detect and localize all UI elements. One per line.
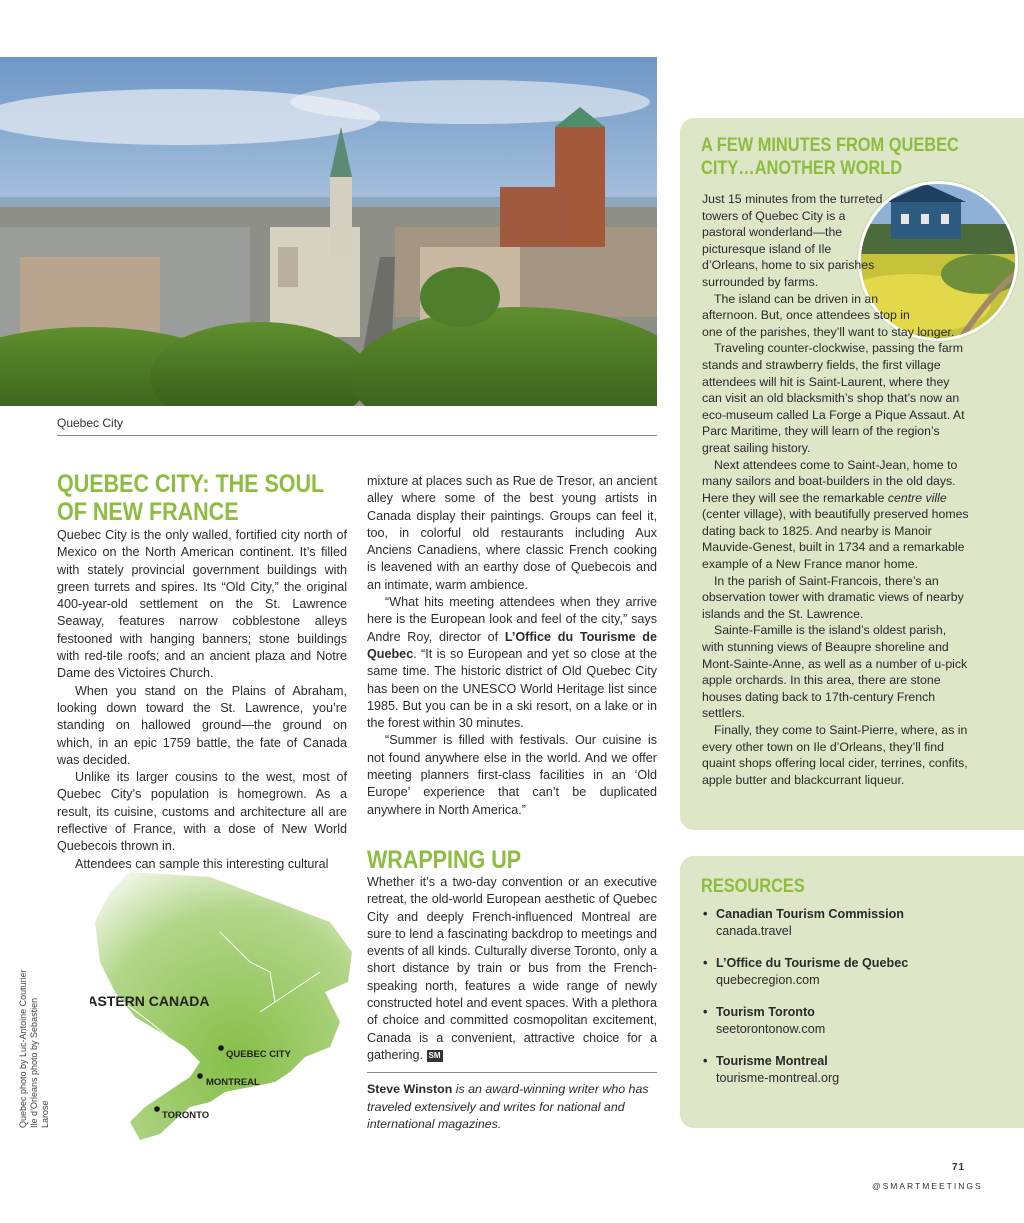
author-bio-text: is an award-winning writer who has traveled extensively and writes for national and international magazines.: [367, 1082, 649, 1131]
resource-link[interactable]: quebecregion.com: [716, 972, 820, 987]
end-mark-icon: SM: [428, 1050, 441, 1060]
eastern-canada-map: [90, 872, 360, 1142]
author-bio: [367, 1072, 657, 1134]
article-title: QUEBEC CITY: THE SOUL OF NEW FRANCE: [57, 470, 324, 526]
article-column-1: [57, 527, 347, 873]
resource-name: • L’Office du Tourisme de Quebec: [716, 956, 909, 970]
resource-name: • Tourism Toronto: [716, 1005, 815, 1019]
sidebar-paragraph: In the parish of Saint-Francois, there’s an observation tower with dramatic views of nearby islands and the St. Lawrence.: [702, 573, 964, 621]
photo-credit: Ile d’Orleans photo by Sebastien Larose: [29, 997, 50, 1128]
sidebar-paragraph: [702, 457, 970, 573]
photo-credits: [18, 968, 51, 1128]
resources-title: RESOURCES: [701, 875, 805, 897]
page-number: 71: [952, 1162, 966, 1173]
quote-text: “What hits meeting attendees when they arrive here is the European look and feel of the city,” says Andre Roy, director of: [367, 595, 657, 644]
resource-item: [701, 1053, 1001, 1086]
quote-text: . “It is so European and yet so close at the same time. The historic district of Old Quebec City has been on the UNESCO World Heritage list since 1985. But you can be in a ski resort, on a lake or in the forest within 30 minutes.: [367, 646, 657, 731]
resource-item: [701, 906, 1001, 939]
sidebar-italic: centre ville: [887, 490, 947, 505]
wrapping-up-column: [367, 874, 657, 1064]
sidebar-paragraph: The island can be driven in an afternoon. But, once attendees stop in one of the parishes, they’ll want to stay longer.: [702, 291, 955, 339]
article-paragraph: [367, 594, 657, 732]
photo-caption: Quebec City: [57, 416, 657, 436]
article-paragraph: “Summer is filled with festivals. Our cuisine is not found anywhere else in the world. And we offer meeting planners first-class facilities in an ‘Old Europe’ experience that can’t be duplicated anywhere in North America.”: [367, 733, 657, 817]
resource-name: • Tourisme Montreal: [716, 1054, 828, 1068]
office-name: L’Office du Tourisme de Quebec: [367, 629, 657, 661]
sidebar-text-part: (center village), with beautifully preserved homes dating back to 1825. And nearby is Manoir Mauvide-Genest, built in 1734 and a remarkable example of a New France manor home.: [702, 507, 969, 572]
article-paragraph: [367, 874, 657, 1064]
resource-item: [701, 1004, 1001, 1037]
article-paragraph: Attendees can sample this interesting cultural: [75, 856, 329, 871]
article-column-2: [367, 473, 657, 819]
site-handle: @SMARTMEETINGS: [872, 1181, 983, 1191]
map-label-montreal: MONTREAL: [206, 1077, 260, 1088]
quebec-city-dot: [218, 1045, 224, 1051]
quebec-city-photo: [0, 57, 657, 406]
resource-link[interactable]: seetorontonow.com: [716, 1021, 826, 1036]
wrapping-up-title: WRAPPING UP: [367, 846, 522, 874]
article-paragraph: Quebec City is the only walled, fortified city north of Mexico on the North American continent. It’s filled with stately provincial government buildings with green turrets and spires. Its “Old City,” the original 400-year-old settlement on the St. Lawrence Seaway, features narrow cobblestone alleys festooned with hanging banners; stone buildings with red-tile roofs; and an ancient plaza and Notre Dame des Victoires Church.: [57, 528, 347, 681]
resource-item: [701, 955, 1001, 988]
sidebar-paragraph: Sainte-Famille is the island’s oldest parish, with stunning views of Beaupre shoreline and Mont-Sainte-Anne, as well as a number of u-pick apple orchards. In this area, there are stone houses dating back to 17th-century French settlers.: [702, 623, 968, 721]
toronto-dot: [154, 1106, 160, 1112]
wrap-text: Whether it’s a two-day convention or an executive retreat, the old-world European aesthetic of Quebec City and deeply French-influenced Montreal are sure to lend a fascinating backdrop to meetings and events of all kinds. Culturally diverse Toronto, only a short distance by train or bus from the French-speaking north, features a wide range of newly constructed hotel and event spaces. With a plethora of choice and committed cosmopolitan excitement, Canada is a convenient, attractive choice for a gathering.: [367, 875, 657, 1062]
article-paragraph: mixture at places such as Rue de Tresor, an ancient alley where some of the best young artists in Canada display their paintings. Groups can feel it, too, in colorful old restaurants including Aux Anciens Canadiens, where classic French cooking is leavened with an earthy dose of Quebecois and an intimate, warm ambience.: [367, 474, 657, 592]
resource-link[interactable]: canada.travel: [716, 923, 792, 938]
sidebar-paragraph: Just 15 minutes from the turreted towers of Quebec City is a pastoral wonderland—the picturesque island of Ile d’Orleans, home to six parishes surrounded by farms.: [702, 192, 883, 289]
photo-credit: Quebec photo by Luc-Antoine Couturier: [18, 969, 28, 1128]
map-label-toronto: TORONTO: [162, 1110, 210, 1121]
sidebar-paragraph: Traveling counter-clockwise, passing the farm stands and strawberry fields, the first village attendees will hit is Saint-Laurent, where they can visit an old blacksmith’s shop that’s now an eco-museum called La Forge a Pique Assaut. At Parc Maritime, they will learn of the region’s great sailing history.: [702, 341, 965, 455]
montreal-dot: [197, 1073, 203, 1079]
map-art: [90, 872, 360, 1142]
resource-link[interactable]: tourisme-montreal.org: [716, 1070, 840, 1085]
article-paragraph: Unlike its larger cousins to the west, most of Quebec City’s population is homegrown. As a result, its cuisine, customs and architecture all are reflective of France, with a dose of New World Quebecois thrown in.: [57, 770, 347, 854]
sidebar-text-part: Next attendees come to Saint-Jean, home to many sailors and boat-builders in the old days. Here they will see the remarkable: [702, 457, 958, 505]
map-title: EASTERN CANADA: [90, 993, 210, 1009]
sidebar-paragraph: Finally, they come to Saint-Pierre, where, as in every other town on Ile d’Orleans, they’ll find quaint shops offering local cider, terrines, confits, apple butter and blackcurrant liqueur.: [702, 723, 968, 787]
sidebar-title: A FEW MINUTES FROM QUEBEC CITY…ANOTHER WORLD: [701, 134, 959, 179]
article-paragraph: When you stand on the Plains of Abraham, looking down toward the St. Lawrence, you’re standing on hallowed ground—the ground on which, in an epic 1759 battle, the fate of Canada was decided.: [57, 683, 347, 767]
resources-list: [701, 906, 1001, 1102]
quebec-city-photo-art: [0, 57, 657, 406]
sidebar-text: [702, 191, 970, 788]
author-name: Steve Winston: [367, 1082, 453, 1096]
map-label-quebec-city: QUEBEC CITY: [226, 1049, 291, 1060]
resource-name: • Canadian Tourism Commission: [716, 907, 905, 921]
